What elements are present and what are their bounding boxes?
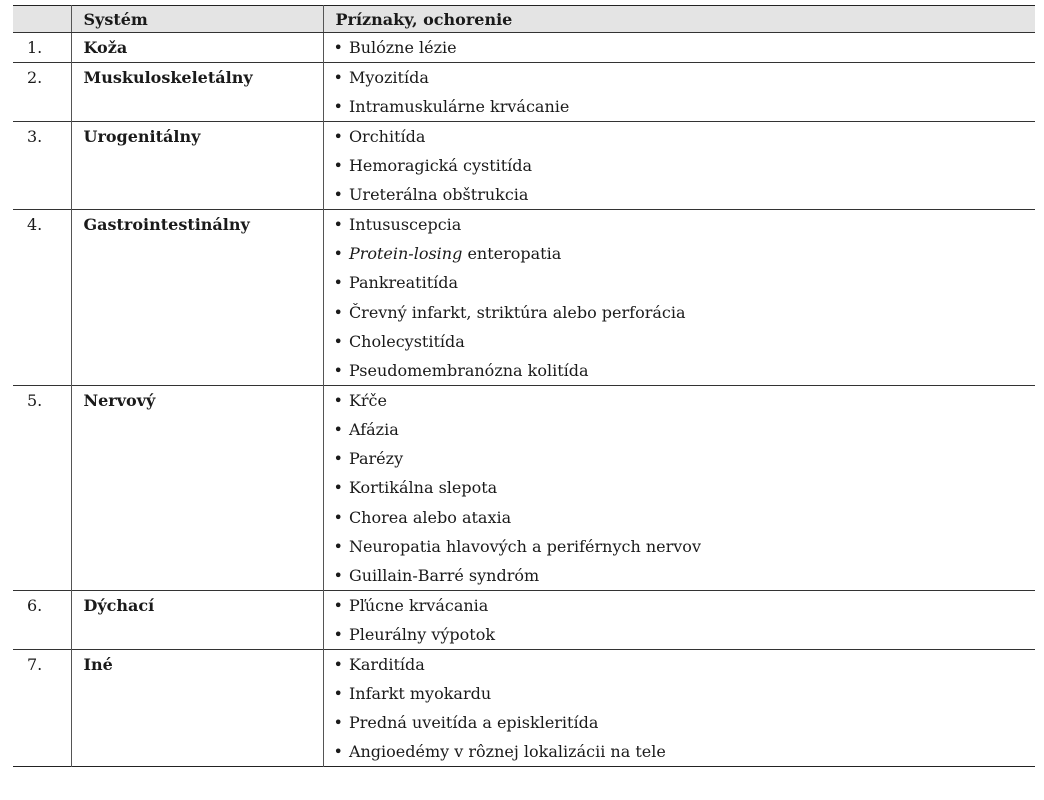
- bullet-icon: •: [333, 302, 343, 322]
- symptoms-table: [13, 5, 1035, 767]
- table-row: [13, 122, 1035, 152]
- symptom-text: Pankreatitída: [348, 273, 459, 293]
- system-group: [13, 63, 1035, 122]
- system-name: Muskuloskeletálny: [71, 63, 323, 122]
- row-number: 5.: [13, 385, 71, 590]
- symptom-text: Kortikálna slepota: [348, 478, 498, 498]
- bullet-icon: •: [333, 683, 343, 703]
- symptom-text: Pseudomembranózna kolitída: [348, 360, 589, 380]
- symptom-item: [323, 122, 1035, 152]
- symptom-text: Infarkt myokardu: [348, 683, 492, 703]
- header-symptoms: Príznaky, ochorenie: [323, 6, 1035, 33]
- symptom-item: [323, 415, 1035, 444]
- bullet-icon: •: [333, 68, 343, 87]
- bullet-icon: •: [333, 742, 343, 762]
- bullet-icon: •: [333, 331, 343, 351]
- symptom-text: Intususcepcia: [348, 215, 462, 235]
- symptom-text: Chorea alebo ataxia: [348, 507, 512, 527]
- system-group: [13, 33, 1035, 63]
- symptom-item: [323, 473, 1035, 502]
- symptom-text: Myozitída: [348, 68, 429, 87]
- row-number: 2.: [13, 63, 71, 122]
- bullet-icon: •: [333, 390, 343, 410]
- symptom-item: [323, 327, 1035, 356]
- bullet-icon: •: [333, 478, 343, 498]
- symptom-text: Predná uveitída a episkleritída: [348, 713, 599, 733]
- symptom-text: Cholecystitída: [348, 331, 465, 351]
- bullet-icon: •: [333, 273, 343, 293]
- header-row: [13, 6, 1035, 33]
- table-row: [13, 210, 1035, 240]
- symptom-item: [323, 649, 1035, 679]
- symptom-text: Ureterálna obštrukcia: [348, 185, 529, 205]
- symptom-item: [323, 239, 1035, 268]
- symptom-item: [323, 92, 1035, 122]
- symptom-item: [323, 180, 1035, 210]
- symptom-text: Guillain-Barré syndróm: [348, 565, 540, 585]
- symptom-text: Parézy: [348, 449, 404, 469]
- bullet-icon: •: [333, 419, 343, 439]
- system-group: [13, 385, 1035, 590]
- symptom-italic-prefix: Protein-losing: [348, 244, 463, 264]
- symptom-text: Neuropatia hlavových a periférnych nervov: [348, 536, 701, 556]
- symptom-text: enteropatia: [467, 244, 562, 264]
- symptom-text: Intramuskulárne krvácanie: [348, 97, 570, 116]
- table-row: [13, 385, 1035, 415]
- symptom-text: Afázia: [348, 419, 399, 439]
- bullet-icon: •: [333, 624, 343, 644]
- symptom-text: Kŕče: [348, 390, 387, 410]
- symptom-item: [323, 298, 1035, 327]
- symptom-text: Karditída: [348, 654, 425, 674]
- symptom-item: [323, 210, 1035, 240]
- symptom-item: [323, 444, 1035, 473]
- system-name: Iné: [71, 649, 323, 766]
- bullet-icon: •: [333, 38, 343, 57]
- system-name: Koža: [71, 33, 323, 63]
- symptom-text: Bulózne lézie: [348, 38, 457, 57]
- symptom-text: Orchitída: [348, 127, 426, 146]
- symptom-item: [323, 708, 1035, 737]
- system-group: [13, 210, 1035, 386]
- system-group: [13, 122, 1035, 210]
- row-number: 3.: [13, 122, 71, 210]
- symptoms-table-container: [13, 5, 1035, 767]
- symptom-item: [323, 151, 1035, 180]
- system-name: Gastrointestinálny: [71, 210, 323, 386]
- symptom-item: [323, 33, 1035, 63]
- header-number: [13, 6, 71, 33]
- row-number: 7.: [13, 649, 71, 766]
- symptom-text: Pľúcne krvácania: [348, 595, 489, 615]
- bullet-icon: •: [333, 156, 343, 175]
- symptom-item: [323, 268, 1035, 297]
- symptom-item: [323, 679, 1035, 708]
- symptom-text: Angioedémy v rôznej lokalizácii na tele: [348, 742, 666, 762]
- bullet-icon: •: [333, 595, 343, 615]
- bullet-icon: •: [333, 185, 343, 205]
- bullet-icon: •: [333, 449, 343, 469]
- table-row: [13, 649, 1035, 679]
- bullet-icon: •: [333, 713, 343, 733]
- header-system: Systém: [71, 6, 323, 33]
- bullet-icon: •: [333, 360, 343, 380]
- bullet-icon: •: [333, 97, 343, 116]
- system-name: Urogenitálny: [71, 122, 323, 210]
- bullet-icon: •: [333, 654, 343, 674]
- table-header: [13, 6, 1035, 33]
- symptom-item: [323, 63, 1035, 93]
- system-name: Nervový: [71, 385, 323, 590]
- bullet-icon: •: [333, 565, 343, 585]
- bullet-icon: •: [333, 215, 343, 235]
- symptom-item: [323, 503, 1035, 532]
- table-row: [13, 590, 1035, 620]
- system-group: [13, 649, 1035, 766]
- system-group: [13, 590, 1035, 649]
- symptom-item: [323, 590, 1035, 620]
- symptom-item: [323, 620, 1035, 650]
- symptom-item: [323, 737, 1035, 767]
- bullet-icon: •: [333, 244, 343, 264]
- row-number: 4.: [13, 210, 71, 386]
- symptom-item: [323, 561, 1035, 591]
- table-row: [13, 63, 1035, 93]
- symptom-text: Hemoragická cystitída: [348, 156, 533, 175]
- symptom-item: [323, 532, 1035, 561]
- system-name: Dýchací: [71, 590, 323, 649]
- symptom-item: [323, 356, 1035, 386]
- symptom-item: [323, 385, 1035, 415]
- row-number: 1.: [13, 33, 71, 63]
- row-number: 6.: [13, 590, 71, 649]
- bullet-icon: •: [333, 536, 343, 556]
- bullet-icon: •: [333, 507, 343, 527]
- bullet-icon: •: [333, 127, 343, 146]
- symptom-text: Pleurálny výpotok: [348, 624, 496, 644]
- table-row: [13, 33, 1035, 63]
- symptom-text: Črevný infarkt, striktúra alebo perforácia: [348, 302, 686, 322]
